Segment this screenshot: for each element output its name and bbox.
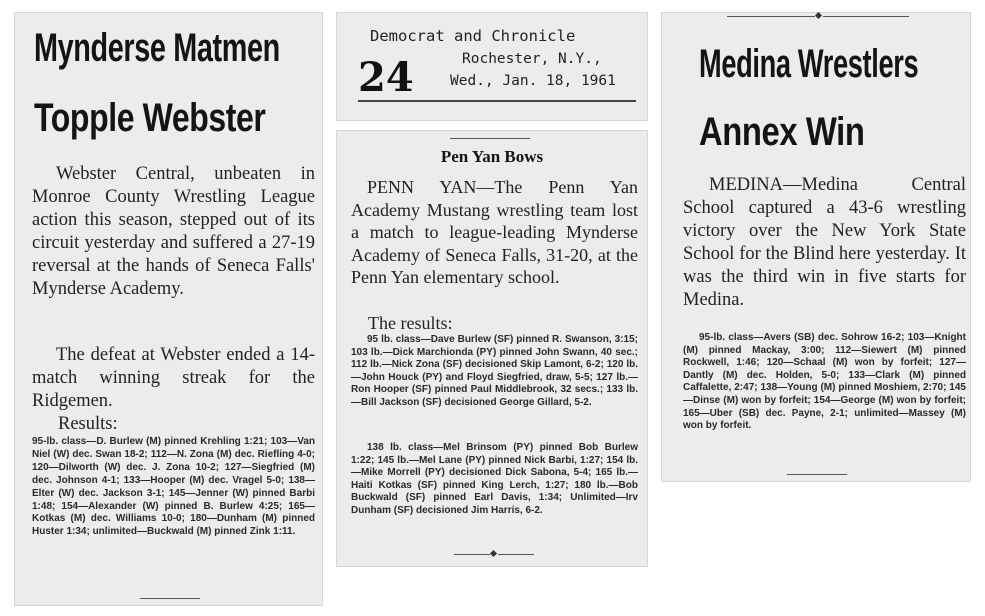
paper-name: Democrat and Chronicle xyxy=(370,27,576,45)
clipping-mynderse-matmen xyxy=(14,12,323,606)
headline-line2: Topple Webster xyxy=(34,96,266,140)
masthead-rule xyxy=(358,100,636,102)
end-rule xyxy=(140,598,200,599)
article-paragraph-1: Webster Central, unbeaten in Monroe County Wrestling League action this season, stepped out of its circuit yesterday and suffered a 27-19 reversal at the hands of Seneca Falls' Mynderse Academy. xyxy=(32,164,315,299)
results-text-1: 95 lb. class—Dave Burlew (SF) pinned R. Swanson, 3:15; 103 lb.—Dick Marchionda (PY) pinned John Swann, 40 sec.; 112 lb.—Nick Zona (SF) decisioned Skip Lamont, 6-2; 120 lb.—John Houck (PY) and Floyd Siegfried, draw, 5-5; 127 lb.—Ron Hooper (SF) pinned Paul Middlebrook, 32 secs.; 133 lb.—Bill Jackson (SF) decisioned George Gillard, 5-2. xyxy=(351,334,638,408)
clipping-pen-yan-bows xyxy=(336,130,648,567)
masthead-city: Rochester, N.Y., xyxy=(462,51,602,67)
page-number: 24 xyxy=(358,54,414,101)
article-paragraph-1: PENN YAN—The Penn Yan Academy Mustang wrestling team lost a match to league-leading Mynderse Academy of Seneca Falls, 31-20, at the Penn Yan elementary school. xyxy=(351,177,638,288)
headline-line1: Medina Wrestlers xyxy=(699,42,919,86)
results-text-2: 138 lb. class—Mel Brinsom (PY) pinned Bob Burlew 1:22; 145 lb.—Mel Lane (PY) pinned Nick Barbi, 1:27; 154 lb.—Mike Morrell (PY) decisioned Dick Sabona, 5-4; 165 lb.—Haiti Kotkas (SF) pinned King Lerch, 1:27; 180 lb.—Bob Buckwald (SF) pinned Earl Davis, 1:34; Unlimited—Irv Dunham (SF) decisioned Jim Harris, 6-2. xyxy=(351,442,638,516)
headline-line2: Annex Win xyxy=(699,110,865,154)
results-label: Results: xyxy=(58,414,118,434)
top-rule xyxy=(450,138,530,139)
end-ornament xyxy=(490,550,497,557)
top-rule-right xyxy=(823,16,909,17)
end-rule xyxy=(787,474,847,475)
masthead xyxy=(336,12,648,121)
end-rule-right xyxy=(498,554,534,555)
article-paragraph-2: The defeat at Webster ended a 14-match winning streak for the Ridgemen. xyxy=(32,345,315,411)
results-label: The results: xyxy=(368,313,453,333)
headline: Pen Yan Bows xyxy=(440,147,544,166)
headline-line1: Mynderse Matmen xyxy=(34,26,280,70)
results-text: 95-lb. class—D. Burlew (M) pinned Krehling 1:21; 103—Van Niel (W) dec. Swan 18-2; 112—N. Zona (M) dec. Riefling 4-0; 120—Dilworth (W) dec. J. Zona 10-2; 127—Siegfried (M) dec. Johnson 4-1; 133—Hooper (M) dec. Vragel 5-0; 138—Elter (W) dec. Jackson 3-1; 145—Jenner (W) pinned Barbi 1:48; 154—Alexander (W) pinned B. Burlew 4:25; 165—Kotkas (M) dec. Williams 10-0; 180—Dunham (M) pinned Huster 1:34; unlimited—Buckwald (M) pinned Zink 1:11. xyxy=(32,436,315,538)
masthead-date: Wed., Jan. 18, 1961 xyxy=(450,73,616,89)
end-rule-left xyxy=(454,554,490,555)
top-ornament xyxy=(815,12,822,19)
results-text: 95-lb. class—Avers (SB) dec. Sohrow 16-2; 103—Knight (M) pinned Mackay, 3:00; 112—Siewert (M) pinned Rockwell, 1:46; 120—Schaal (M) won by forfeit; 127—Dantly (M) dec. Holden, 5-0; 133—Clark (M) pinned Caffalette, 2:47; 138—Young (M) pinned Moshiem, 2:70; 145—Dinse (M) won by forfeit; 154—George (M) won by forfeit; 165—Uber (SB) dec. Payne, 2-1; unlimited—Massey (M) won by forfeit. xyxy=(683,332,966,432)
top-rule-left xyxy=(727,16,815,17)
article-paragraph-1: MEDINA—Medina Central School captured a 43-6 wrestling victory over the New York State School for the Blind here yesterday. It was the third win in five starts for Medina. xyxy=(683,175,966,310)
clipping-medina-wrestlers xyxy=(661,12,971,482)
